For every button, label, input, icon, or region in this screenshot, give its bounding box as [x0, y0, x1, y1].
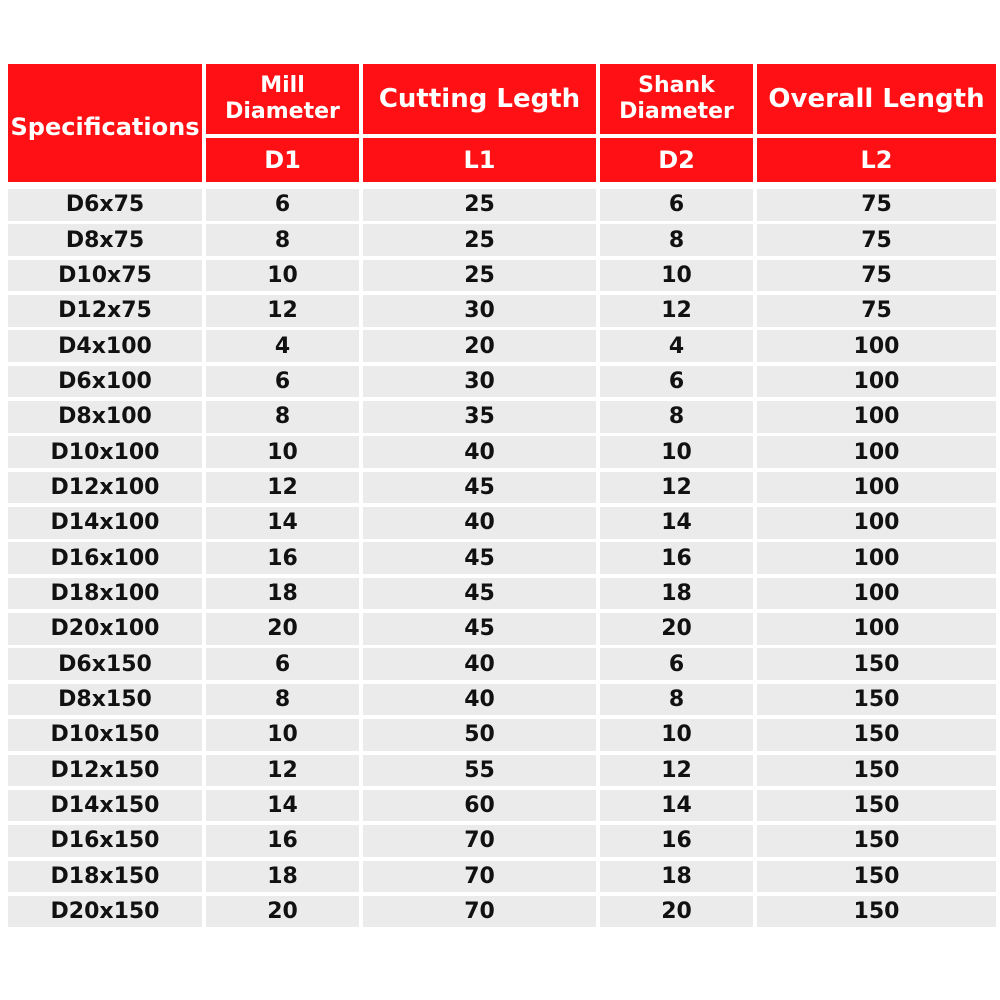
table-row	[8, 401, 992, 433]
table-row	[8, 436, 992, 468]
cell-overall-length: 100	[757, 472, 996, 504]
cell-specification: D10x100	[8, 436, 202, 468]
cell-specification: D20x100	[8, 613, 202, 645]
cell-overall-length: 150	[757, 896, 996, 928]
cell-overall-length: 150	[757, 755, 996, 787]
cell-shank-diameter: 8	[600, 224, 753, 256]
cell-overall-length: 100	[757, 330, 996, 362]
cell-cutting-length: 40	[363, 507, 596, 539]
cell-shank-diameter: 20	[600, 896, 753, 928]
cell-specification: D8x150	[8, 684, 202, 716]
cell-specification: D14x150	[8, 790, 202, 822]
table-row	[8, 578, 992, 610]
table-row	[8, 366, 992, 398]
cell-mill-diameter: 18	[206, 861, 359, 893]
cell-mill-diameter: 16	[206, 542, 359, 574]
table-row	[8, 224, 992, 256]
cell-mill-diameter: 10	[206, 719, 359, 751]
table-row	[8, 861, 992, 893]
cell-shank-diameter: 8	[600, 401, 753, 433]
cell-specification: D12x75	[8, 295, 202, 327]
table-row	[8, 542, 992, 574]
cell-overall-length: 100	[757, 436, 996, 468]
table-row	[8, 260, 992, 292]
cell-shank-diameter: 10	[600, 436, 753, 468]
table-row	[8, 825, 992, 857]
cell-mill-diameter: 6	[206, 366, 359, 398]
cell-specification: D10x75	[8, 260, 202, 292]
cell-specification: D8x100	[8, 401, 202, 433]
table-row	[8, 719, 992, 751]
cell-mill-diameter: 8	[206, 224, 359, 256]
header-symbol-l2: L2	[757, 138, 996, 182]
table-row	[8, 189, 992, 221]
header-cutting-length: Cutting Legth	[363, 64, 596, 134]
cell-shank-diameter: 16	[600, 542, 753, 574]
cell-cutting-length: 45	[363, 578, 596, 610]
cell-shank-diameter: 12	[600, 295, 753, 327]
cell-specification: D16x150	[8, 825, 202, 857]
cell-specification: D20x150	[8, 896, 202, 928]
cell-shank-diameter: 4	[600, 330, 753, 362]
cell-cutting-length: 45	[363, 613, 596, 645]
header-shank-diameter: Shank Diameter	[600, 64, 753, 134]
cell-mill-diameter: 10	[206, 436, 359, 468]
cell-specification: D4x100	[8, 330, 202, 362]
cell-shank-diameter: 6	[600, 648, 753, 680]
cell-cutting-length: 30	[363, 295, 596, 327]
table-row	[8, 295, 992, 327]
cell-cutting-length: 25	[363, 224, 596, 256]
cell-specification: D18x100	[8, 578, 202, 610]
cell-overall-length: 100	[757, 366, 996, 398]
cell-overall-length: 100	[757, 542, 996, 574]
cell-mill-diameter: 14	[206, 507, 359, 539]
cell-cutting-length: 25	[363, 260, 596, 292]
cell-shank-diameter: 20	[600, 613, 753, 645]
cell-mill-diameter: 6	[206, 648, 359, 680]
spec-table-body	[8, 189, 992, 931]
spec-table-header	[8, 64, 992, 182]
table-row	[8, 648, 992, 680]
cell-mill-diameter: 8	[206, 401, 359, 433]
cell-specification: D6x100	[8, 366, 202, 398]
cell-shank-diameter: 14	[600, 507, 753, 539]
cell-shank-diameter: 12	[600, 472, 753, 504]
table-row	[8, 684, 992, 716]
cell-overall-length: 100	[757, 613, 996, 645]
cell-cutting-length: 70	[363, 861, 596, 893]
cell-specification: D18x150	[8, 861, 202, 893]
table-row	[8, 507, 992, 539]
cell-mill-diameter: 12	[206, 755, 359, 787]
cell-mill-diameter: 6	[206, 189, 359, 221]
cell-shank-diameter: 12	[600, 755, 753, 787]
cell-mill-diameter: 12	[206, 472, 359, 504]
cell-shank-diameter: 14	[600, 790, 753, 822]
cell-shank-diameter: 6	[600, 366, 753, 398]
table-row	[8, 472, 992, 504]
cell-mill-diameter: 4	[206, 330, 359, 362]
cell-mill-diameter: 12	[206, 295, 359, 327]
cell-specification: D12x100	[8, 472, 202, 504]
header-overall-length: Overall Length	[757, 64, 996, 134]
cell-cutting-length: 45	[363, 472, 596, 504]
cell-overall-length: 100	[757, 507, 996, 539]
table-row	[8, 330, 992, 362]
cell-cutting-length: 55	[363, 755, 596, 787]
cell-overall-length: 100	[757, 401, 996, 433]
cell-cutting-length: 45	[363, 542, 596, 574]
cell-mill-diameter: 10	[206, 260, 359, 292]
header-specifications: Specifications	[8, 64, 202, 182]
table-row	[8, 896, 992, 928]
cell-cutting-length: 20	[363, 330, 596, 362]
cell-overall-length: 75	[757, 260, 996, 292]
cell-mill-diameter: 8	[206, 684, 359, 716]
cell-cutting-length: 60	[363, 790, 596, 822]
cell-cutting-length: 70	[363, 896, 596, 928]
header-mill-diameter: Mill Diameter	[206, 64, 359, 134]
cell-mill-diameter: 16	[206, 825, 359, 857]
cell-specification: D14x100	[8, 507, 202, 539]
cell-mill-diameter: 14	[206, 790, 359, 822]
cell-overall-length: 75	[757, 189, 996, 221]
cell-overall-length: 150	[757, 684, 996, 716]
cell-shank-diameter: 10	[600, 719, 753, 751]
cell-overall-length: 150	[757, 861, 996, 893]
cell-shank-diameter: 18	[600, 578, 753, 610]
cell-mill-diameter: 20	[206, 896, 359, 928]
cell-mill-diameter: 18	[206, 578, 359, 610]
cell-overall-length: 150	[757, 825, 996, 857]
cell-cutting-length: 40	[363, 648, 596, 680]
cell-specification: D16x100	[8, 542, 202, 574]
cell-shank-diameter: 18	[600, 861, 753, 893]
cell-overall-length: 150	[757, 719, 996, 751]
cell-specification: D6x150	[8, 648, 202, 680]
cell-overall-length: 75	[757, 224, 996, 256]
cell-shank-diameter: 10	[600, 260, 753, 292]
cell-cutting-length: 50	[363, 719, 596, 751]
cell-specification: D10x150	[8, 719, 202, 751]
table-row	[8, 613, 992, 645]
cell-specification: D12x150	[8, 755, 202, 787]
cell-shank-diameter: 6	[600, 189, 753, 221]
cell-cutting-length: 70	[363, 825, 596, 857]
table-row	[8, 755, 992, 787]
cell-specification: D8x75	[8, 224, 202, 256]
cell-shank-diameter: 16	[600, 825, 753, 857]
cell-overall-length: 150	[757, 648, 996, 680]
cell-cutting-length: 40	[363, 436, 596, 468]
cell-cutting-length: 30	[363, 366, 596, 398]
cell-overall-length: 150	[757, 790, 996, 822]
cell-mill-diameter: 20	[206, 613, 359, 645]
cell-overall-length: 75	[757, 295, 996, 327]
cell-shank-diameter: 8	[600, 684, 753, 716]
header-symbol-d1: D1	[206, 138, 359, 182]
header-symbol-d2: D2	[600, 138, 753, 182]
cell-specification: D6x75	[8, 189, 202, 221]
cell-cutting-length: 35	[363, 401, 596, 433]
header-symbol-l1: L1	[363, 138, 596, 182]
cell-cutting-length: 25	[363, 189, 596, 221]
table-row	[8, 790, 992, 822]
cell-overall-length: 100	[757, 578, 996, 610]
cell-cutting-length: 40	[363, 684, 596, 716]
